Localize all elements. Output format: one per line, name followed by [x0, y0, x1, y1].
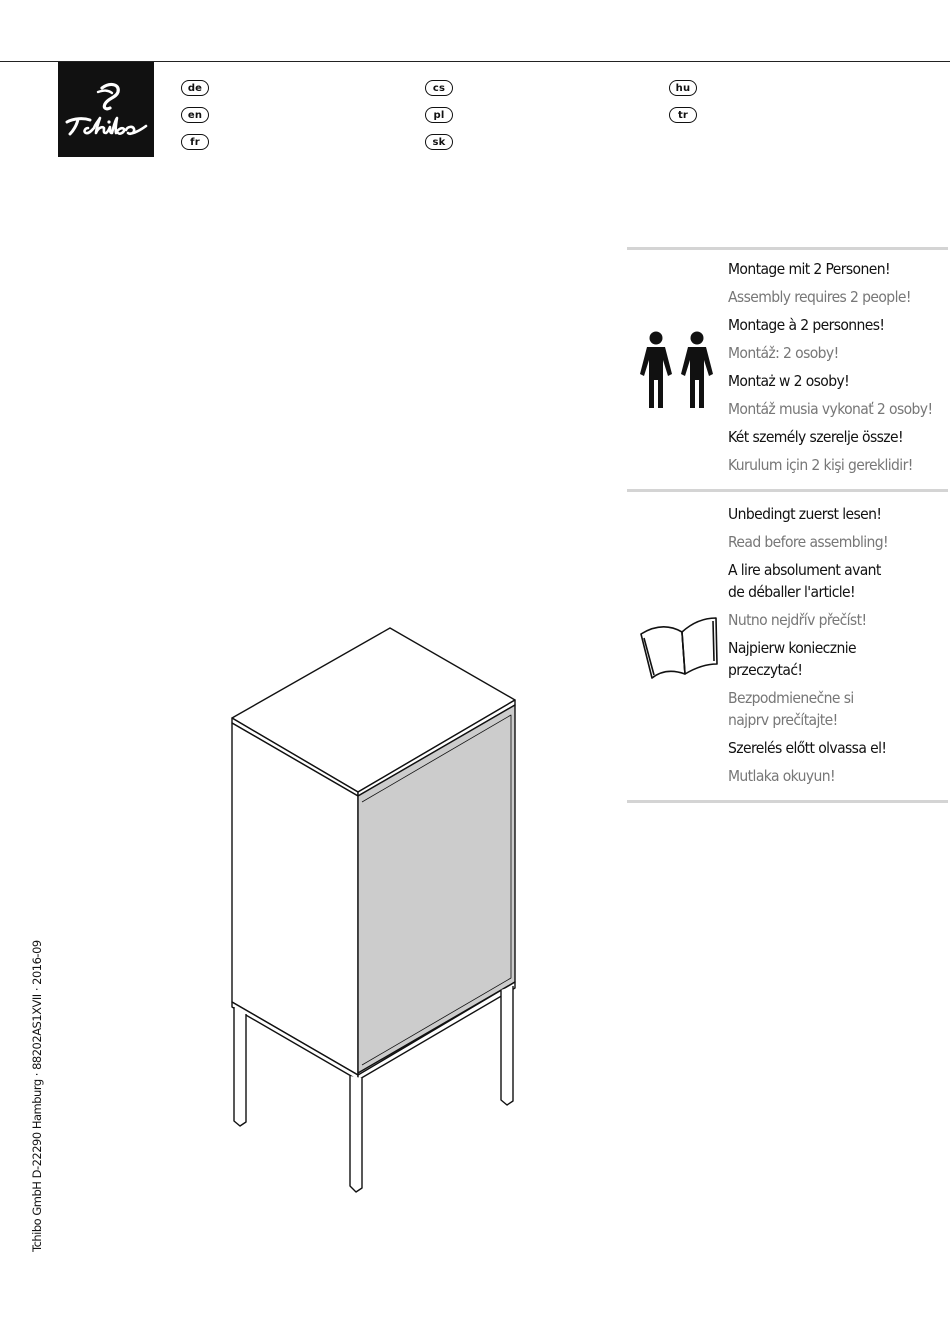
- two-people-icon: [636, 330, 720, 414]
- footer-imprint: Tchibo GmbH D-22290 Hamburg · 88202AS1XVII · 2016-09: [30, 940, 44, 1252]
- language-badge-en: en: [181, 107, 209, 123]
- notice-people-cs: Montáž: 2 osoby!: [728, 344, 839, 362]
- notice-people-pl: Montaż w 2 osoby!: [728, 372, 850, 390]
- language-badge-tr: tr: [669, 107, 697, 123]
- open-book-icon: [638, 612, 720, 686]
- language-column-1: [181, 80, 209, 161]
- cabinet-illustration: [220, 620, 530, 1204]
- language-column-3: [669, 80, 697, 134]
- notice-read-first: [728, 503, 948, 793]
- language-badge-de: de: [181, 80, 209, 96]
- tchibo-logo: [58, 62, 154, 157]
- language-column-2: [425, 80, 453, 161]
- notice-read-fr-1: A lire absolument avant: [728, 561, 881, 579]
- notice-read-de: Unbedingt zuerst lesen!: [728, 505, 882, 523]
- notice-people-fr: Montage à 2 personnes!: [728, 316, 885, 334]
- notice-read-tr: Mutlaka okuyun!: [728, 767, 836, 785]
- notice-people-hu: Két személy szerelje össze!: [728, 428, 903, 446]
- language-badge-hu: hu: [669, 80, 697, 96]
- notice-read-sk-2: najprv prečítajte!: [728, 711, 838, 729]
- notice-two-people: [728, 258, 948, 482]
- separator-top: [627, 247, 948, 250]
- cabinet-drawing: [220, 620, 530, 1200]
- notice-read-hu: Szerelés előtt olvassa el!: [728, 739, 887, 757]
- language-badge-pl: pl: [425, 107, 453, 123]
- separator-middle: [627, 489, 948, 492]
- notice-people-en: Assembly requires 2 people!: [728, 288, 911, 306]
- separator-bottom: [627, 800, 948, 803]
- tchibo-logo-mark: [58, 62, 154, 157]
- notice-read-pl-1: Najpierw koniecznie: [728, 639, 856, 657]
- notice-read-pl-2: przeczytać!: [728, 661, 803, 679]
- notice-people-sk: Montáž musia vykonať 2 osoby!: [728, 400, 933, 418]
- notice-read-en: Read before assembling!: [728, 533, 889, 551]
- notice-read-cs: Nutno nejdřív přečíst!: [728, 611, 867, 629]
- notice-read-fr-2: de déballer l'article!: [728, 583, 856, 601]
- language-badge-cs: cs: [425, 80, 453, 96]
- notice-read-sk-1: Bezpodmienečne si: [728, 689, 854, 707]
- notice-people-de: Montage mit 2 Personen!: [728, 260, 890, 278]
- notice-people-tr: Kurulum için 2 kişi gereklidir!: [728, 456, 913, 474]
- language-badge-sk: sk: [425, 134, 453, 150]
- language-badge-fr: fr: [181, 134, 209, 150]
